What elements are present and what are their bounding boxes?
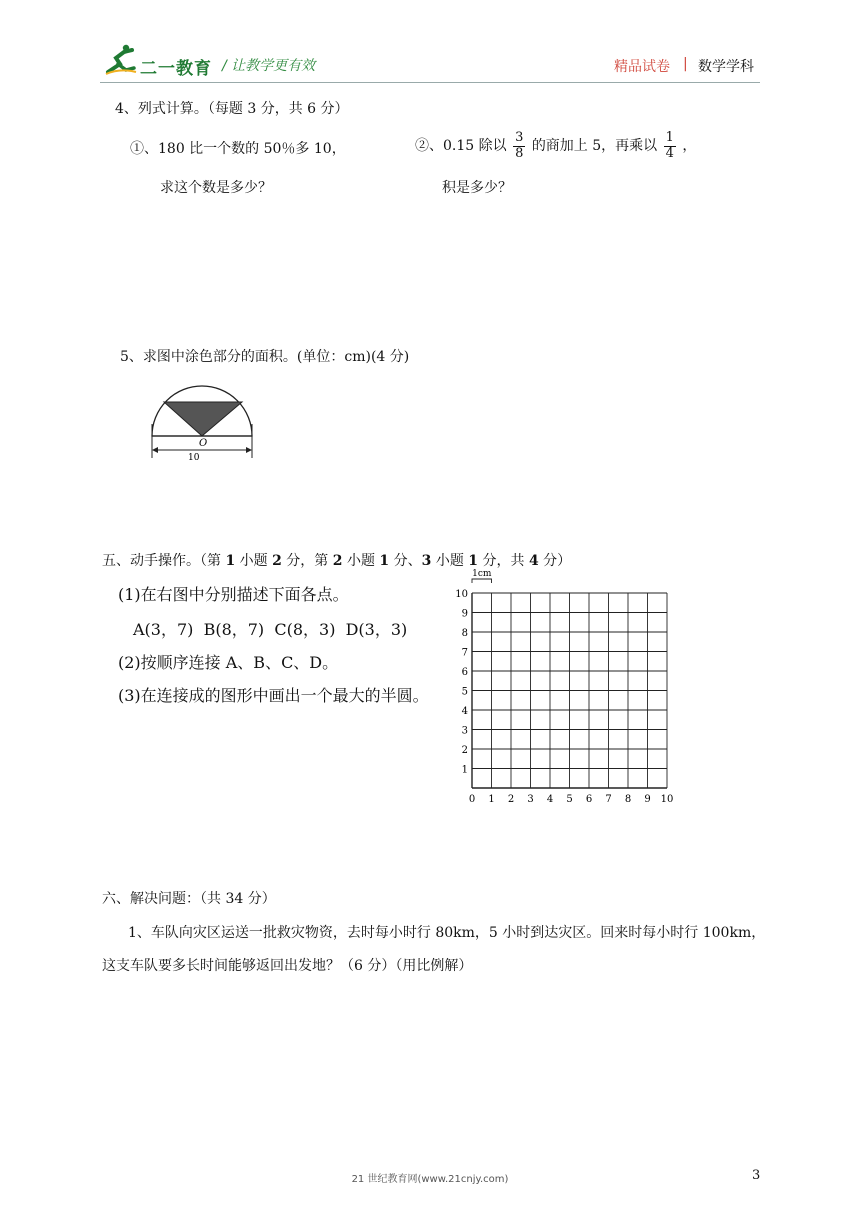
sec6-q1-line2: 这支车队要多长时间能够返回出发地？（6 分）（用比例解） [102,958,473,974]
dimension-value: 10 [188,453,200,463]
title-text: 分） [538,553,572,569]
dimension-arrow-left [152,447,158,453]
x-tick-label: 10 [660,794,674,805]
y-tick-label: 1 [461,764,468,776]
x-tick-label: 0 [468,794,476,805]
title-text: 分，第 [281,553,333,569]
brand-name: 二一教育 [140,59,212,79]
q4-part2-middle: 的商加上 5，再乘以 [531,138,658,154]
x-tick-label: 9 [644,794,651,805]
sec5-item1: (1)在右图中分别描述下面各点。 [118,585,349,604]
footer-site: 21 世纪教育网(www.21cnjy.com) [351,1174,509,1185]
coordinate-grid [450,560,690,808]
q4-part2-prefix: ②、0.15 除以 [415,138,507,154]
q4-part2-end: ， [682,138,697,154]
x-tick-label: 7 [605,794,612,805]
sec5-item2: (2)按顺序连接 A、B、C、D。 [118,653,339,672]
y-tick-label: 3 [461,725,468,737]
header-separator: | [683,56,688,72]
page-number: 3 [752,1168,761,1183]
title-text: 分、 [389,553,422,569]
brand-slogan: / 让教学更有效 [222,58,316,74]
title-text: 分，共 [478,553,529,569]
fraction-denominator: 8 [515,145,524,161]
title-text: 小题 [235,553,273,569]
fraction-numerator: 3 [515,130,524,146]
sec5-points: A(3，7) B(8，7) C(8，3) D(3，3) [133,620,408,639]
y-tick-label: 8 [461,628,468,639]
y-tick-label: 7 [461,647,468,659]
q5-title: 5、求图中涂色部分的面积。(单位：cm)(4 分) [120,349,410,365]
x-tick-label: 5 [566,794,573,805]
title-number: 3 [421,553,432,569]
header-divider [100,82,760,83]
sec6-q1-line1: 1、车队向灾区运送一批救灾物资，去时每小时行 80km，5 小时到达灾区。回来时每小时行 100km， [128,925,766,941]
y-tick-label: 10 [455,589,468,600]
q4-title: 4、列式计算。（每题 3 分，共 6 分） [115,101,349,117]
q4-part2-line1 [415,128,696,164]
title-number: 2 [272,553,282,569]
q4-part1-line2: 求这个数是多少？ [160,180,272,196]
shaded-triangle [164,402,242,436]
fraction-numerator: 1 [665,130,674,146]
y-tick-label: 4 [461,706,468,717]
x-tick-label: 8 [624,794,632,805]
title-number: 2 [332,553,343,569]
q4-part2-line2: 积是多少？ [442,180,512,196]
fraction-three-eighths [513,131,525,161]
x-tick-label: 4 [546,794,554,805]
title-number: 1 [468,553,479,569]
semicircle-figure [146,380,262,464]
x-tick-label: 2 [507,794,515,805]
dimension-arrow-right [246,447,252,453]
y-tick-label: 5 [461,686,468,698]
fraction-denominator: 4 [665,145,674,161]
title-number: 1 [379,553,390,569]
header-tag-premium: 精品试卷 [614,59,670,75]
unit-label: 1cm [472,569,492,579]
fraction-one-quarter [664,131,676,161]
y-tick-label: 6 [461,667,468,678]
sec5-item3: (3)在连接成的图形中画出一个最大的半圆。 [118,686,429,705]
x-tick-label: 1 [488,794,495,805]
y-tick-label: 2 [461,745,468,756]
title-text: 五、动手操作。（第 [102,553,226,569]
x-tick-label: 6 [585,794,593,805]
q4-part1-line1: ①、180 比一个数的 50％多 10， [130,141,346,157]
title-text: 小题 [431,553,469,569]
header-subject: 数学学科 [698,59,754,75]
runner-logo-icon [104,44,138,76]
y-tick-label: 9 [461,608,468,620]
title-text: 小题 [342,553,380,569]
center-label: O [199,438,208,449]
title-number: 4 [528,553,539,569]
x-tick-label: 3 [527,794,534,805]
sec6-title: 六、解决问题：（共 34 分） [102,891,276,907]
title-number: 1 [225,553,236,569]
unit-bracket [472,579,492,583]
